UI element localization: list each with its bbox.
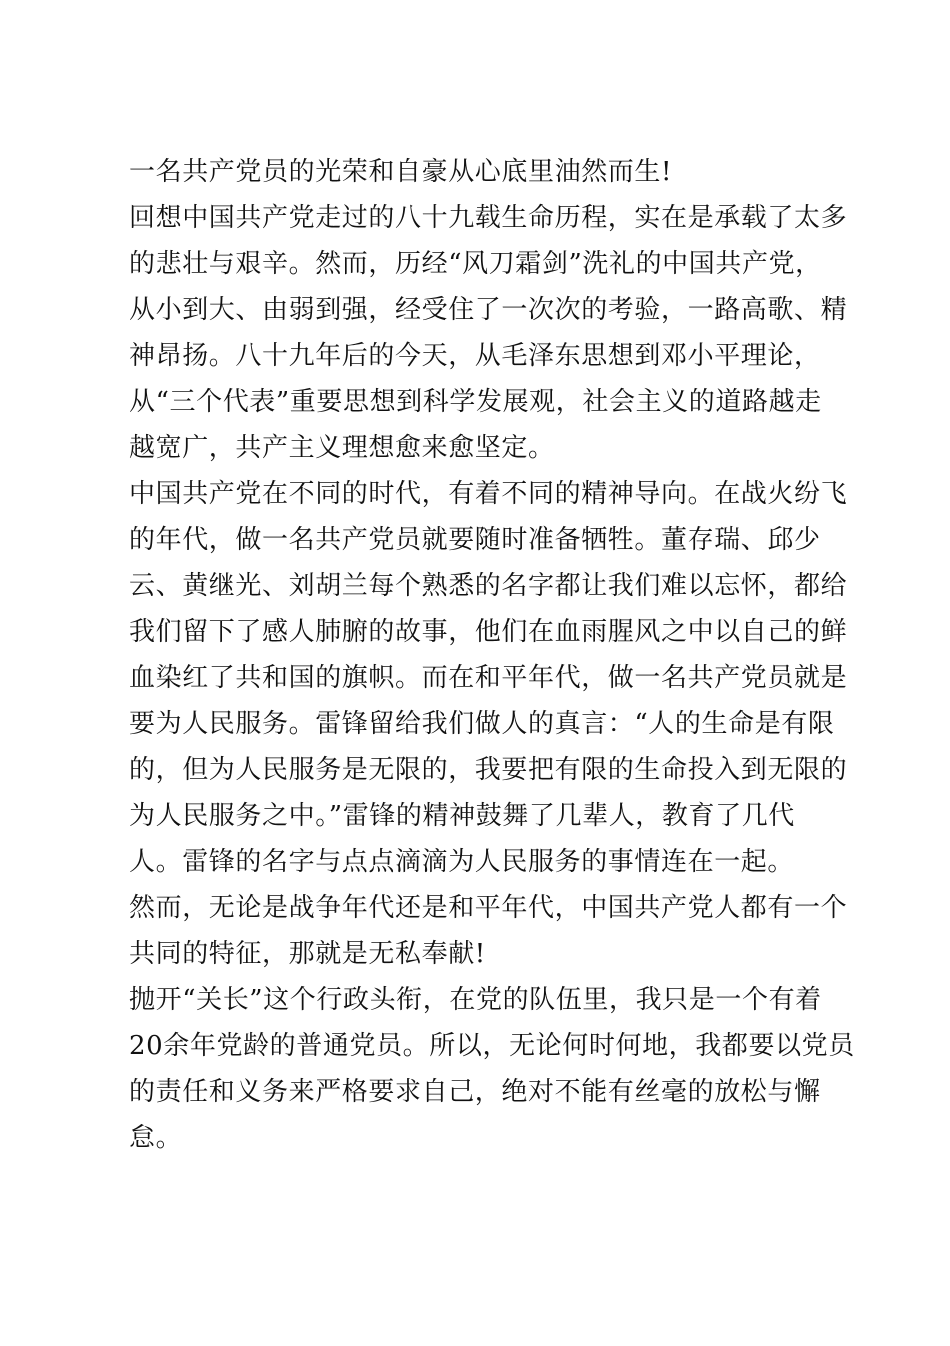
text-line: 的年代，做一名共产党员就要随时准备牺牲。董存瑞、邱少 <box>129 525 821 555</box>
text-line: 一名共产党员的光荣和自豪从心底里油然而生! <box>129 157 673 187</box>
text-line: 抛开“关长”这个行政头衔，在党的队伍里，我只是一个有着 <box>129 985 822 1015</box>
text-line: 中国共产党在不同的时代，有着不同的精神导向。在战火纷飞 <box>129 479 848 509</box>
text-line: 然而，无论是战争年代还是和平年代，中国共产党人都有一个 <box>129 893 848 923</box>
text-line: 血染红了共和国的旗帜。而在和平年代，做一名共产党员就是 <box>129 663 848 693</box>
text-line: 神昂扬。八十九年后的今天，从毛泽东思想到邓小平理论， <box>129 341 821 371</box>
text-line: 我们留下了感人肺腑的故事，他们在血雨腥风之中以自己的鲜 <box>129 617 848 647</box>
text-line: 云、黄继光、刘胡兰每个熟悉的名字都让我们难以忘怀，都给 <box>129 571 848 601</box>
text-line: 从“三个代表”重要思想到科学发展观，社会主义的道路越走 <box>129 387 822 417</box>
text-line: 的悲壮与艰辛。然而，历经“风刀霜剑”洗礼的中国共产党， <box>129 249 822 279</box>
text-line: 的责任和义务来严格要求自己，绝对不能有丝毫的放松与懈 <box>129 1077 821 1107</box>
text-line: 从小到大、由弱到强，经受住了一次次的考验，一路高歌、精 <box>129 295 848 325</box>
text-line: 越宽广，共产主义理想愈来愈坚定。 <box>129 433 555 463</box>
text-line: 共同的特征，那就是无私奉献! <box>129 939 486 969</box>
text-line: 要为人民服务。雷锋留给我们做人的真言：“人的生命是有限 <box>129 709 835 739</box>
text-line: 20余年党龄的普通党员。所以，无论何时何地，我都要以党员 <box>129 1031 855 1061</box>
text-line: 怠。 <box>129 1123 183 1153</box>
text-line: 的，但为人民服务是无限的，我要把有限的生命投入到无限的 <box>129 755 848 785</box>
text-line: 回想中国共产党走过的八十九载生命历程，实在是承载了太多 <box>129 203 848 233</box>
text-line: 人。雷锋的名字与点点滴滴为人民服务的事情连在一起。 <box>129 847 795 877</box>
text-line: 为人民服务之中。”雷锋的精神鼓舞了几辈人，教育了几代 <box>129 801 795 831</box>
